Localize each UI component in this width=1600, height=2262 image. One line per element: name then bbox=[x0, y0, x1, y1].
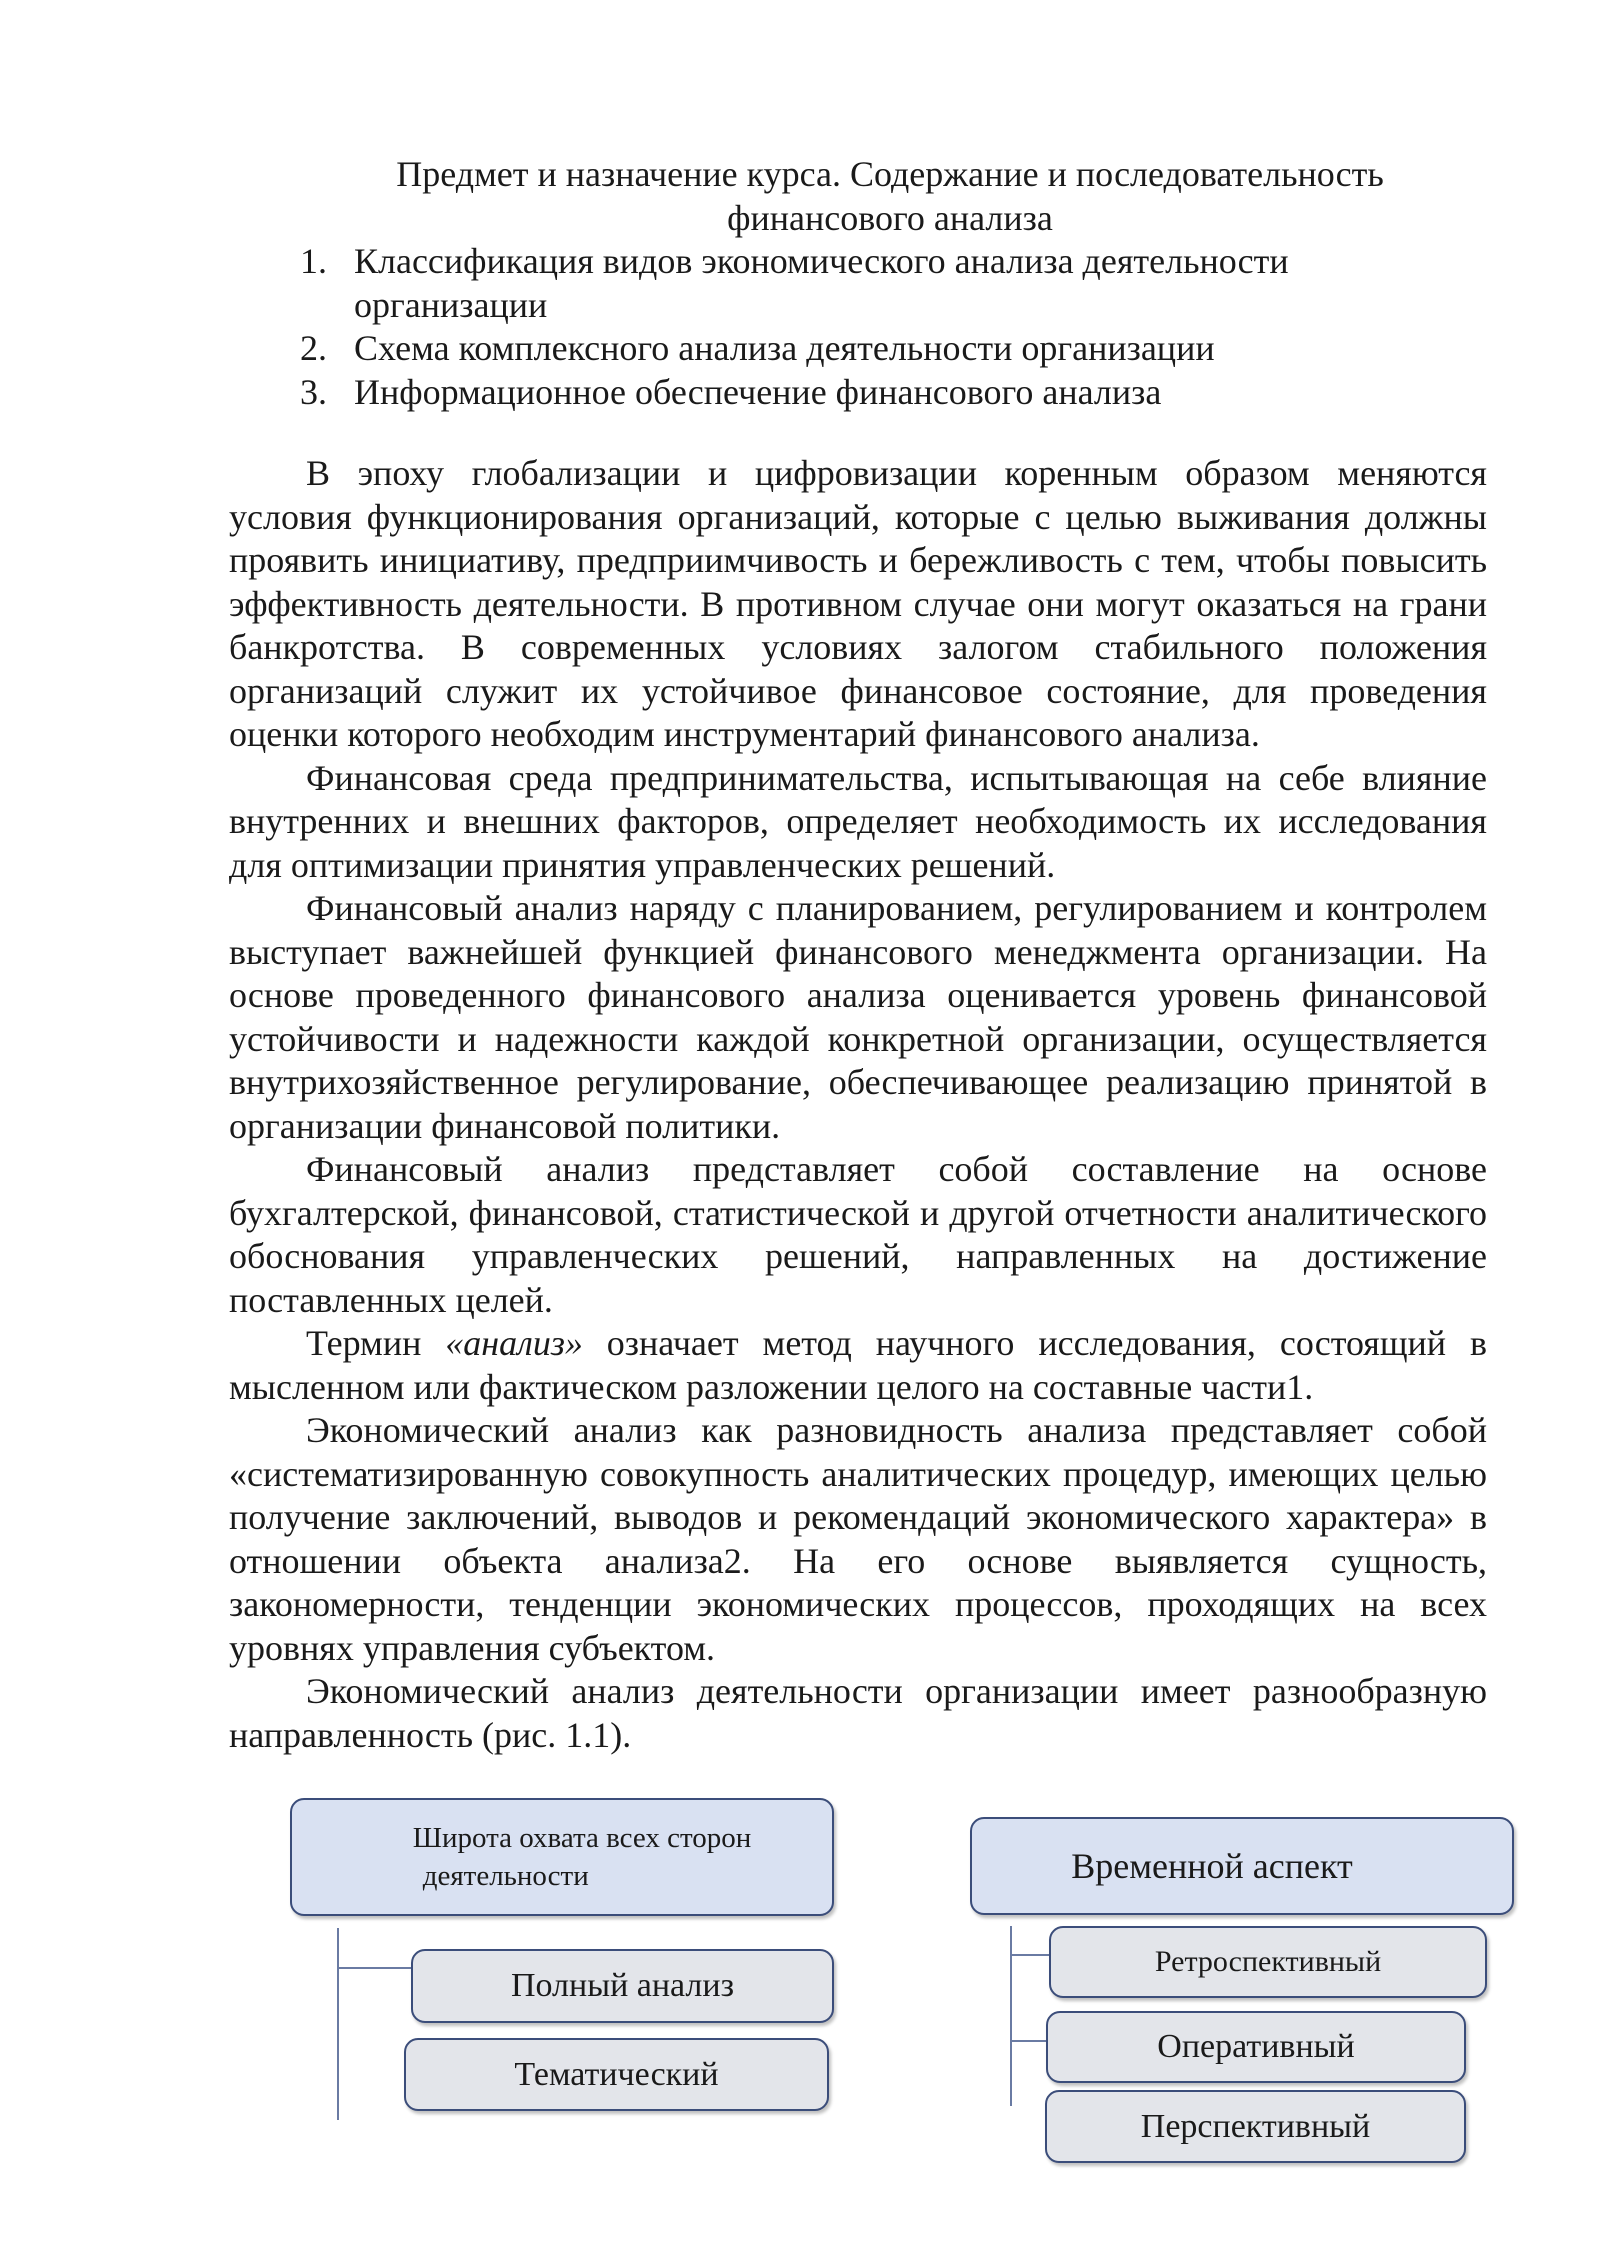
term-before: Термин bbox=[306, 1323, 446, 1363]
paragraph: В эпоху глобализации и цифровизации коренным образом меняются условия функционирования организаций, которые с целью выживания должны проявить инициативу, предприимчивость и бережливость с тем, чтобы повысить эффективность деятельности. В противном случае они могут оказаться на грани банкротства. В современных условиях залогом стабильного положения организаций служит их устойчивое финансовое состояние, для проведения оценки которого необходим инструментарий финансового анализа. bbox=[229, 453, 1487, 754]
outline-list bbox=[300, 240, 1400, 414]
diagram-header-scope bbox=[290, 1798, 834, 1916]
item-label: Оперативный bbox=[1157, 2028, 1355, 2065]
paragraph: Экономический анализ деятельности организации имеет разнообразную направленность (рис. 1.1). bbox=[229, 1671, 1487, 1755]
title-line-1: Предмет и назначение курса. Содержание и последовательность bbox=[396, 154, 1384, 194]
item-label: Перспективный bbox=[1140, 2107, 1371, 2145]
connector-line bbox=[1010, 1926, 1012, 2106]
paragraph: Экономический анализ как разновидность анализа представляет собой «систематизированную совокупность аналитических процедур, имеющих целью получение заключений, выводов и рекомендаций экономического характера» в отношении объекта анализа2. На его основе выявляется сущность, закономерности, тенденции экономических процессов, проходящих на всех уровнях управления субъектом. bbox=[229, 1410, 1487, 1668]
diagram-item-prospective bbox=[1045, 2090, 1466, 2163]
diagram-item-retrospective bbox=[1049, 1926, 1487, 1998]
diagram-item-full-analysis bbox=[411, 1949, 834, 2023]
diagram-item-thematic bbox=[404, 2038, 829, 2111]
page-title bbox=[300, 152, 1480, 240]
paragraph-term bbox=[229, 1322, 1487, 1409]
scope-header-line-1: Широта охвата всех сторон bbox=[412, 1822, 752, 1854]
outline-text: Информационное обеспечение финансового анализа bbox=[354, 371, 1162, 412]
outline-item bbox=[300, 240, 1400, 327]
title-line-2: финансового анализа bbox=[727, 198, 1053, 238]
outline-text: Схема комплексного анализа деятельности организации bbox=[354, 328, 1215, 368]
diagram-item-operative bbox=[1046, 2011, 1466, 2083]
outline-item bbox=[300, 327, 1400, 371]
paragraph: Финансовая среда предпринимательства, испытывающая на себе влияние внутренних и внешних факторов, определяет необходимость их исследования для оптимизации принятия управленческих решений. bbox=[229, 757, 1487, 885]
body-text bbox=[229, 452, 1487, 1757]
connector-line bbox=[1010, 1954, 1049, 1956]
outline-text: Классификация видов экономического анализа деятельности организации bbox=[354, 241, 1289, 325]
outline-item bbox=[300, 371, 1400, 415]
item-label: Тематический bbox=[514, 2055, 719, 2093]
outline-number: 1. bbox=[300, 241, 327, 281]
term-after: означает метод научного исследования, состоящий в мысленном или фактическом разложении целого на составные части1. bbox=[229, 1323, 1487, 1407]
connector-line bbox=[337, 1967, 411, 1969]
diagram-header-time bbox=[970, 1817, 1514, 1915]
time-header-label: Временной аспект bbox=[1071, 1846, 1353, 1886]
item-label: Полный анализ bbox=[510, 1967, 735, 2004]
term-italic: «анализ» bbox=[445, 1323, 583, 1363]
paragraph: Финансовый анализ представляет собой составление на основе бухгалтерской, финансовой, статистической и другой отчетности аналитического обоснования управленческих решений, направленных на достижение поставленных целей. bbox=[229, 1149, 1487, 1320]
paragraph: Финансовый анализ наряду с планированием, регулированием и контролем выступает важнейшей функцией финансового менеджмента организации. На основе проведенного финансового анализа оценивается уровень финансовой устойчивости и надежности каждой конкретной организации, осуществляется внутрихозяйственное регулирование, обеспечивающее реализацию принятой в организации финансовой политики. bbox=[229, 888, 1487, 1146]
outline-number: 3. bbox=[300, 371, 327, 412]
connector-line bbox=[337, 1928, 339, 2120]
scope-header-line-2: деятельности bbox=[422, 1860, 589, 1892]
outline-number: 2. bbox=[300, 328, 327, 368]
connector-line bbox=[1010, 2040, 1046, 2042]
item-label: Ретроспективный bbox=[1154, 1945, 1382, 1978]
